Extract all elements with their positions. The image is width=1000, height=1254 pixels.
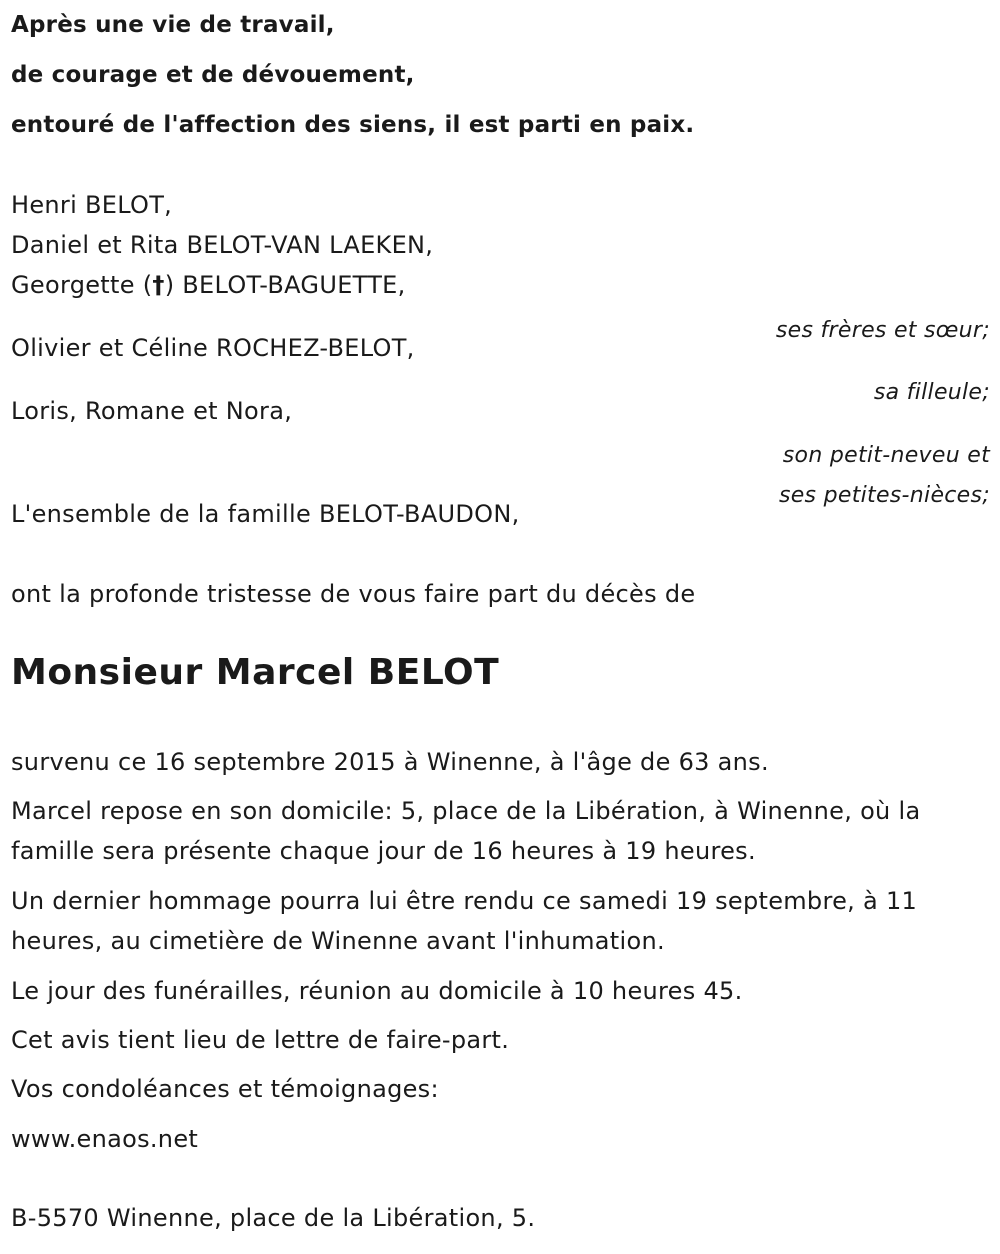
- details-rests: Marcel repose en son domicile: 5, place de la Libération, à Winenne, où la famille sera présente chaque jour de 16 heures à 19 heures.: [11, 797, 921, 865]
- details-notice: Cet avis tient lieu de lettre de faire-part.: [11, 1026, 510, 1054]
- details-funeral-day: Le jour des funérailles, réunion au domicile à 10 heures 45.: [11, 977, 743, 1005]
- family-ensemble: L'ensemble de la famille BELOT-BAUDON,: [11, 500, 520, 528]
- details-homage: Un dernier hommage pourra lui être rendu ce samedi 19 septembre, à 11 heures, au cimetière de Winenne avant l'inhumation.: [11, 887, 918, 955]
- family-loris-romane-nora: Loris, Romane et Nora,: [11, 397, 293, 425]
- intro-line-3: entouré de l'affection des siens, il est parti en paix.: [11, 112, 695, 138]
- intro-line-2: de courage et de dévouement,: [11, 62, 415, 88]
- family-olivier-celine: Olivier et Céline ROCHEZ-BELOT,: [11, 334, 415, 362]
- address: B-5570 Winenne, place de la Libération, 5.: [11, 1204, 536, 1232]
- announcement-text: ont la profonde tristesse de vous faire part du décès de: [11, 580, 696, 608]
- relation-siblings: ses frères et sœur;: [775, 318, 990, 343]
- georgette-prefix: Georgette (: [11, 271, 153, 299]
- family-georgette: [11, 271, 406, 299]
- family-henri: Henri BELOT,: [11, 191, 173, 219]
- relation-grandnieces: ses petites-nièces;: [778, 483, 990, 508]
- intro-line-1: Après une vie de travail,: [11, 12, 335, 38]
- website-link[interactable]: www.enaos.net: [11, 1125, 199, 1153]
- family-daniel-rita: Daniel et Rita BELOT-VAN LAEKEN,: [11, 231, 434, 259]
- relation-goddaughter: sa filleule;: [873, 380, 990, 405]
- details-died: survenu ce 16 septembre 2015 à Winenne, à l'âge de 63 ans.: [11, 748, 769, 776]
- georgette-suffix: ) BELOT-BAGUETTE,: [164, 271, 406, 299]
- cross-icon: †: [152, 271, 165, 299]
- deceased-name: Monsieur Marcel BELOT: [11, 652, 500, 693]
- details-condolences: Vos condoléances et témoignages:: [11, 1075, 439, 1103]
- relation-grandnephew: son petit-neveu et: [782, 443, 990, 468]
